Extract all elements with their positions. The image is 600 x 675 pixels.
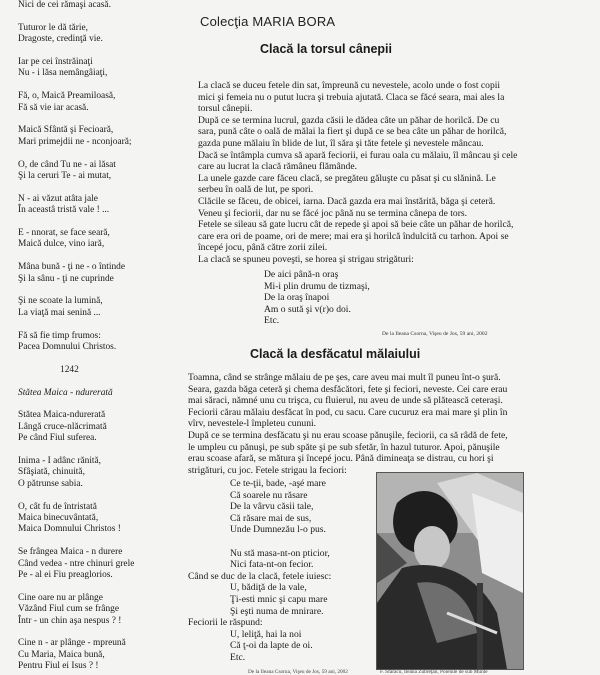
paragraph-line: Clăcile se făceu, de obicei, iarna. Dacă gazda era mai înstărită, băga şi ceteră. xyxy=(198,195,496,207)
poem-line: Nu - i lăsa nemângâiaţi, xyxy=(18,68,108,79)
poem-line: Maică Sfântă şi Fecioară, xyxy=(18,125,114,136)
verse-line: Unde Dumnezău l-o pus. xyxy=(230,524,326,536)
page-number: 1242 xyxy=(60,364,79,375)
poem-line: Maica binecuvântată, xyxy=(18,513,99,524)
poem-line: Într - un chin aşa nespus ? ! xyxy=(18,615,122,626)
paragraph-line: La clacă se duceu fetele din sat, împreună cu nevestele, acolo unde o fost copii xyxy=(198,80,501,91)
paragraph-line: vîrv, nevestele-l împleteu cununi. xyxy=(188,418,317,430)
verse-line: Nu stă masa-nt-on pticior, xyxy=(230,547,330,559)
paragraph-line: Dacă se întâmpla cumva să apară feciorii, ei furau oala cu mălaiu, îl mâncau şi cele xyxy=(198,149,518,161)
paragraph-line: Veneu şi feciorii, dar nu se făcé joc până nu se termina cânepa de tors. xyxy=(198,207,468,219)
stanza-gap xyxy=(18,182,188,193)
paragraph-line: începé jocu, până către zorii zilei. xyxy=(198,242,328,254)
stanza-gap xyxy=(18,251,188,262)
poem-line: În aceastâ tristă vale ! ... xyxy=(18,205,110,216)
verse-line: Ce te-ţii, bade, -aşé mare xyxy=(230,478,326,489)
verse-line: Că răsare mai de sus, xyxy=(230,512,312,524)
poem-line: Cine oare nu ar plânge xyxy=(18,592,103,603)
verse-line: Am o sută şi v(r)o doi. xyxy=(264,303,351,315)
verse-line: Mi-i plin drumu de tizmaşi, xyxy=(264,280,370,292)
poem-line: O, cât fu de întristată xyxy=(18,501,97,512)
photo-illustration xyxy=(377,473,523,669)
paragraph-line: le umpleu cu pănuşi, pe sub spăte şi pe sub sfetăr, în hazul tuturor. Apoi, pănuşile xyxy=(188,441,500,453)
stanza-gap xyxy=(18,80,188,91)
poem-line: Pacea Domnului Christos. xyxy=(18,342,117,353)
photo-credit: F. Sfârăcu, Ileana Zubreţan, Poienile de sub Munte xyxy=(380,669,488,675)
verse-line: U, leliţă, hai la noi xyxy=(230,628,302,640)
poem-line: Fă, o, Maică Preamiloasă, xyxy=(18,91,116,102)
poem-line: Se frângea Maica - n durere xyxy=(18,547,123,558)
poem-line: Maică dulce, vino iară, xyxy=(18,239,105,250)
verse-line: Şi eşti numa de mnirare. xyxy=(230,605,324,617)
paragraph-line: care era ori de poame, ori de mere; mai era şi horilcă îndulcită cu tarhon. Apoi se xyxy=(198,230,509,242)
article2-credit: De la Ileana Csorna, Vişeu de Jos, 59 ani, 2002 xyxy=(248,669,348,675)
poem-column xyxy=(18,0,188,673)
article2-title: Clacă la desfăcatul mălaiului xyxy=(250,347,421,361)
verse-line: Etc. xyxy=(264,315,280,327)
poem-line: Mari primejdii ne - nconjoară; xyxy=(18,136,132,147)
narration-line: Când se duc de la clacă, fetele iuiesc: xyxy=(188,570,332,582)
poem-line: N - ai văzut atâta jale xyxy=(18,193,98,204)
article1-body xyxy=(198,80,594,266)
stanza-gap xyxy=(18,217,188,228)
poem-line: Iar pe cei înstrăinaţi xyxy=(18,57,93,67)
stanza-gap xyxy=(18,353,188,364)
verse-line: Ţi-esti mnic şi capu mare xyxy=(230,593,328,605)
paragraph-line: Fetele se sileau să gate lucru cât de repede şi apoi să beie câte un păhar de horilcă, xyxy=(198,219,514,231)
poem-line: La viaţă mai senină ... xyxy=(18,307,101,318)
poem-line: Văzând Fiul cum se frânge xyxy=(18,604,120,615)
stanza-gap xyxy=(18,11,188,22)
stanza-gap xyxy=(18,536,188,547)
verse-line xyxy=(188,536,331,548)
verse-line: U, bădiţă de la vale, xyxy=(230,582,307,594)
poem-line: Pe când Fiul suferea. xyxy=(18,433,97,444)
poem-line: Sfâşiată, chinuită, xyxy=(18,467,85,478)
stanza-gap xyxy=(18,148,188,159)
stanza-gap xyxy=(18,114,188,125)
stanza-gap xyxy=(18,399,188,410)
stanza-gap xyxy=(18,627,188,638)
paragraph-line: serbeu în oală de lut, pe spori. xyxy=(198,184,314,196)
stanza-gap xyxy=(18,581,188,592)
paragraph-line: erau scoase afară, se mătura şi începé jocu. Până dimineaţa se distrau, cu hori şi xyxy=(188,453,494,465)
poem-line: Fă să fie timp frumos: xyxy=(18,330,101,341)
poem-line: Când vedea - ntre chinuri grele xyxy=(18,558,135,569)
poem-line: Fă să vie iar acasă. xyxy=(18,102,89,113)
paragraph-line: mai săraci, nămné unu cu trişca, cu fluierul, nu aveu de unde să plătească ceteraşi. xyxy=(188,395,503,407)
verse-line: De la vârvu căsii tale, xyxy=(230,501,314,513)
verse-line: De aici până-n oraş xyxy=(264,269,339,280)
paragraph-line: La unele gazde care făceu clacă, se pregăteu găluşte cu păsat şi cu slănină. Le xyxy=(198,172,496,184)
paragraph-line: După ce se termina lucrul, gazda căsii le dădea câte un păhar de horilcă. De cu xyxy=(198,114,500,126)
verse-line: Că soarele nu răsare xyxy=(230,489,308,501)
narration-line: Feciorii le răspund: xyxy=(188,617,263,629)
poem-line: Şi la sânu - ţi ne cuprinde xyxy=(18,273,114,284)
stanza-gap xyxy=(18,46,188,57)
stanza-gap xyxy=(18,285,188,296)
poem-line: Şi ne scoate la lumină, xyxy=(18,296,103,307)
verse-line: Nici fata-nt-on fecior. xyxy=(230,559,314,571)
stanza-gap xyxy=(18,319,188,330)
poem-line: Cu Maria, Maica bună, xyxy=(18,649,105,660)
poem-line: O pătrunse sabia. xyxy=(18,478,83,489)
poem-line: Stătea Maica-ndurerată xyxy=(18,410,106,421)
article1-credit: De la Ileana Csorna, Vişeu de Jos, 59 ani, 2002 xyxy=(382,331,488,337)
poem-subtitle: Stătea Maica - ndurerată xyxy=(18,387,113,398)
paragraph-line: torsul cânepii. xyxy=(198,103,253,115)
paragraph-line: gazda pune mălaiu în blide de lut, îl săra şi tăte fetele şi nevestele mâncau. xyxy=(198,137,484,149)
verse-line: Etc. xyxy=(230,651,246,663)
paragraph-line: Toamna, când se strânge mălaiu de pe şes, care aveu mai mult îl puneu înt-o şură. xyxy=(188,372,501,383)
poem-line: Pe - al ei Fiu preaglorios. xyxy=(18,570,113,581)
poem-line: Mâna bună - ţi ne - o întinde xyxy=(18,262,126,273)
paragraph-line: La clacă se spuneu poveşti, se horea şi strigau strigături: xyxy=(198,253,414,265)
poem-line: Dragoste, credinţă vie. xyxy=(18,34,103,45)
paragraph-line: mici şi femeia nu o putut lucra şi trebuia ajutată. Claca se făcé seara, mai ales la xyxy=(198,91,505,103)
article1-title: Clacă la torsul cânepii xyxy=(260,42,392,56)
poem-line: Tuturor le dă tărie, xyxy=(18,22,88,33)
poem-line: Cine n - ar plânge - mpreună xyxy=(18,638,126,649)
stanza-gap xyxy=(18,490,188,501)
poem-line: Inima - I adânc rănită, xyxy=(18,456,102,467)
paragraph-line: sara, pună câte o oală de mălai la fiert şi după ce se bea câte un păhar de horilcă, xyxy=(198,126,507,138)
article2-body xyxy=(188,372,593,476)
collection-title: Colecţia MARIA BORA xyxy=(200,14,336,29)
article1-verse xyxy=(264,269,370,327)
verse-line: Că ţ-oi da lapte de oi. xyxy=(230,640,313,652)
verse-line: De la oraş înapoi xyxy=(264,292,330,304)
stanza-gap xyxy=(18,376,188,387)
stanza-gap xyxy=(18,445,188,456)
poem-line: E - nnorat, se face seară, xyxy=(18,228,110,239)
poem-line: Nici de cei rămaşi acasă. xyxy=(18,0,111,10)
paragraph-line: Feciorii cărau mălaiu desfăcat în pod, cu sacu. Care cucuruz era mai mare şi plin în xyxy=(188,406,508,418)
paragraph-line: După ce se termina desfăcatu şi nu erau scoase pănuşile, feciorii, ca să râdă de fete, xyxy=(188,429,508,441)
paragraph-line: care au lucrat la clacă rămâneu flămânde. xyxy=(198,161,357,173)
poem-line: O, de când Tu ne - ai lăsat xyxy=(18,159,116,170)
poem-line: Lângă cruce-nlăcrimată xyxy=(18,421,107,432)
poem-line: Maica Domnului Christos ! xyxy=(18,524,121,535)
paragraph-line: strigături, cu joc. Fetele strigau la feciori: xyxy=(188,464,347,476)
folk-photo xyxy=(376,472,524,670)
poem-line: Şi la ceruri Te - ai mutat, xyxy=(18,171,112,182)
paragraph-line: Seara, gazda băga ceteră şi chema desfăcători, fete şi feciori, neveste. Cei care erau xyxy=(188,383,508,395)
poem-line: Pentru Fiul ei Isus ? ! xyxy=(18,661,99,672)
article2-verse xyxy=(188,478,331,664)
